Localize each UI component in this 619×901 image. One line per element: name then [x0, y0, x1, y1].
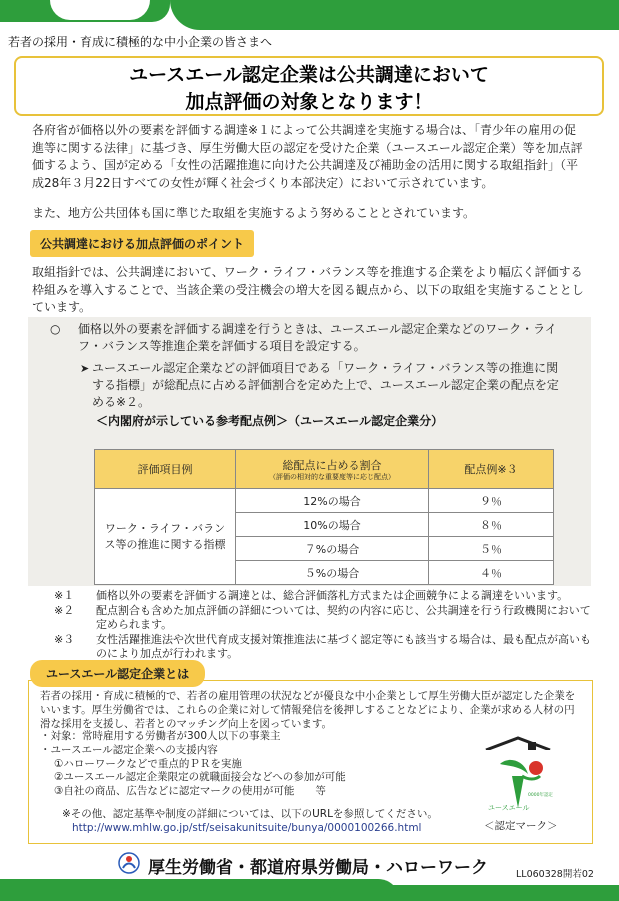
table-ratio-cell: ５%の場合: [236, 561, 429, 585]
list-item: ③自社の商品、広告などに認定マークの使用が可能 等: [54, 785, 326, 798]
list-item: ・ユースエール認定企業への支援内容: [40, 743, 218, 756]
title-line-2: 加点評価の対象となります！: [185, 91, 433, 113]
title-line-1: ユースエール認定企業は公共調達において: [129, 64, 489, 86]
list-item: ・対象：常時雇用する労働者が300人以下の事業主: [40, 730, 281, 742]
youth-yell-mark-icon: [478, 736, 558, 812]
point-text: 価格以外の要素を評価する調達を行うときは、ユースエール認定企業などのワーク・ライフ・バランス等推進企業を評価する項目を設定する。: [78, 322, 557, 353]
top-decoration: [0, 0, 619, 30]
header-item: 評価項目例: [95, 450, 236, 489]
header-score: 配点例※３: [429, 450, 554, 489]
bottom-decoration: [0, 877, 619, 901]
table-ratio-cell: ７%の場合: [236, 537, 429, 561]
section-badge-procurement: 公共調達における加点評価のポイント: [30, 230, 254, 257]
section1-paragraph: 取組指針では、公共調達において、ワーク・ライフ・バランス等を推進する企業をより幅広く評価する枠組みを導入することで、当該企業の受注機会の増大を図る観点から、以下の取組を実施することとしています。: [32, 265, 584, 314]
footnote: ※３ 女性活躍推進法や次世代育成支援対策推進法に基づく認定等にも該当する場合は、最も配点が高いものにより加点が行われます。: [54, 632, 591, 660]
section-badge-youth-yell: ユースエール認定企業とは: [30, 660, 205, 687]
table-score-cell: ８％: [429, 513, 554, 537]
table-ratio-cell: 10%の場合: [236, 513, 429, 537]
header-ratio-sub: （評価の相対的な重要度等に応じ配点）: [269, 472, 395, 481]
arrow-bullet-icon: ➤: [80, 362, 90, 375]
score-table: [94, 449, 554, 585]
footnotes: [54, 589, 594, 662]
info-url-link[interactable]: http://www.mhlw.go.jp/stf/seisakunitsuite/bunya/0000100266.html: [72, 822, 422, 834]
intro-paragraph-1: 各府省が価格以外の要素を評価する調達※１によって公共調達を実施する場合は、「青少年の雇用の促進等に関する法律」に基づき、厚生労働大臣の認定を受けた企業（ユースエール認定企業）等を加点評価するよう、国が定める「女性の活躍推進に向けた公共調達及び補助金の活用に関する取組指針」（平成28年３月22日すべての女性が輝く社会づくり本部決定）において示されています。: [32, 123, 583, 190]
table-item-cell: ワーク・ライフ・バランス等の推進に関する指標: [95, 489, 236, 585]
table-score-cell: ５％: [429, 537, 554, 561]
subtitle: 若者の採用・育成に積極的な中小企業の皆さまへ: [8, 35, 273, 49]
point-item: [50, 321, 575, 355]
list-item: ①ハローワークなどで重点的ＰＲを実施: [54, 757, 242, 770]
page-title: [14, 56, 604, 116]
mark-text: ユースエール: [488, 804, 530, 812]
footer-issuer: 厚生労働省・都道府県労働局・ハローワーク: [148, 858, 488, 878]
reference-table-title: ＜内閣府が示している参考配点例＞（ユースエール認定企業分）: [96, 414, 444, 428]
footnote: ※１ 価格以外の要素を評価する調達とは、総合評価落札方式または企画競争による調達をいいます。: [54, 589, 569, 602]
url-note: ※その他、認定基準や制度の詳細については、以下のURLを参照してください。: [62, 808, 438, 820]
mhlw-logo-icon: [118, 852, 140, 874]
sub-point-text: ユースエール認定企業などの評価項目である「ワーク・ライフ・バランス等の推進に関する指標」が総配点に占める評価割合を定めた上で、ユースエール認定企業の配点を定める※２。: [92, 361, 559, 409]
table-ratio-cell: 12%の場合: [236, 489, 429, 513]
mark-caption: ＜認定マーク＞: [484, 820, 558, 832]
intro-paragraph-2: また、地方公共団体も国に準じた取組を実施するよう努めることとされています。: [32, 206, 476, 220]
list-item: ②ユースエール認定企業限定の就職面接会などへの参加が可能: [54, 771, 346, 784]
sub-point-item: [80, 360, 570, 411]
document-code: LL060328開若02: [516, 869, 594, 880]
circle-bullet-icon: ○: [50, 322, 61, 336]
support-list: [40, 730, 346, 799]
mark-year-text: 0000年認定: [528, 793, 553, 798]
youth-yell-paragraph: 若者の採用・育成に積極的で、若者の雇用管理の状況などが優良な中小企業として厚生労働大臣が認定した企業をいいます。厚生労働省では、これらの企業に対して情報発信を後押しすることなどにより、企業が求める人材の円滑な採用を支援し、若者とのマッチング向上を図っています。: [40, 690, 576, 730]
table-score-cell: ９％: [429, 489, 554, 513]
footnote: ※２ 配点割合も含めた加点評価の詳細については、契約の内容に応じ、公共調達を行う行政機関において定められます。: [54, 603, 591, 631]
header-ratio: 総配点に占める割合 （評価の相対的な重要度等に応じ配点）: [236, 450, 429, 489]
table-score-cell: ４％: [429, 561, 554, 585]
